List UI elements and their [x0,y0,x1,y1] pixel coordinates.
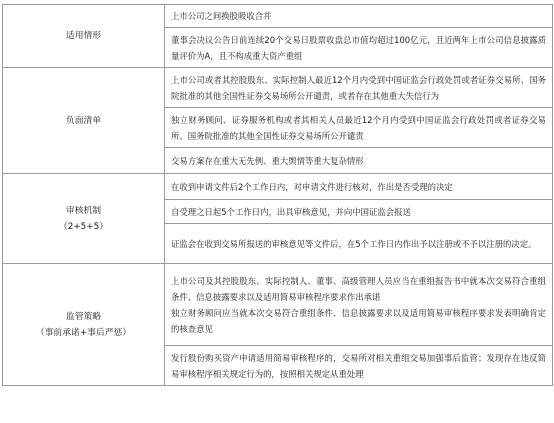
description-cell: 上市公司之间换股吸收合并 [165,5,553,28]
description-cell: 董事会决议公告日前连续20个交易日股票收盘总市值均超过100亿元，且近两年上市公司信息披露质量评价为A，且不构成重大资产重组 [165,28,553,68]
category-label: 负面清单 [65,115,102,126]
description-cell: 在收到申请文件后2个工作日内，对申请文件进行核对，作出是否受理的决定 [165,174,553,200]
description-cell: 独立财务顾问、证券服务机构或者其相关人员最近12个月内受到中国证监会行政处罚或者证券交易所、国务院批准的其他全国性证券交易场所公开谴责 [165,108,553,148]
category-negative-list [3,68,165,174]
category-sublabel: （2+5+5） [58,221,109,232]
simplified-review-table [2,4,553,386]
category-label: 审核机制 [65,205,102,216]
table-row [3,174,553,200]
description-cell: 上市公司或者其控股股东、实际控制人最近12个月内受到中国证监会行政处罚或者证券交易所、国务院批准的其他全国性证券交易场所公开谴责，或者存在其他重大失信行为 [165,68,553,108]
description-cell: 发行股份购买资产申请适用简易审核程序的，交易所对相关重组交易加强事后监管；发现存在违反简易审核程序相关规定行为的，按照相关规定从重处理 [165,346,553,386]
table-row [3,264,553,346]
description-cell: 自受理之日起5个工作日内，出具审核意见，并向中国证监会报送 [165,200,553,224]
description-cell: 证监会在收到交易所报送的审核意见等文件后，在5个工作日内作出予以注册或不予以注册的决定。 [165,224,553,264]
category-applicable-cases [3,5,165,68]
table-row [3,5,553,28]
category-review-mechanism [3,174,165,264]
table-row [3,68,553,108]
description-cell: 交易方案存在重大无先例、重大舆情等重大复杂情形 [165,148,553,174]
category-regulatory-strategy [3,264,165,386]
category-label: 监管策略 [65,311,102,322]
category-label: 适用情形 [65,31,102,41]
description-cell: 上市公司及其控股股东、实际控制人、董事、高级管理人员应当在重组报告书中就本次交易符合重组条件、信息披露要求以及适用简易审核程序要求作出承诺 独立财务顾问应当就本次交易符合重组条件、信息披露要求以及适用简易审核程序要求发表明确肯定的核查意见 [165,264,553,346]
category-sublabel: （事前承诺+事后严惩） [35,327,132,338]
